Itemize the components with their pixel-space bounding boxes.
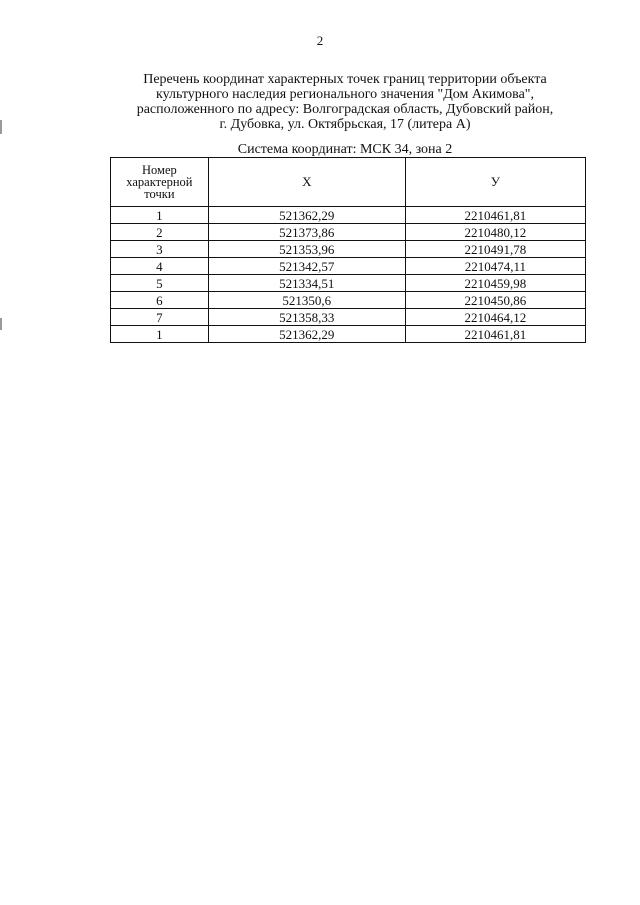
header-line: точки xyxy=(144,187,175,201)
y-cell: 2210491,78 xyxy=(405,241,585,258)
point-number-cell: 6 xyxy=(111,292,209,309)
page-number: 2 xyxy=(316,33,324,48)
y-cell: 2210461,81 xyxy=(405,207,585,224)
x-header: X xyxy=(208,158,405,207)
x-cell: 521362,29 xyxy=(208,207,405,224)
title-line: расположенного по адресу: Волгоградская область, Дубовский район, xyxy=(136,102,554,117)
coordinates-table xyxy=(110,157,586,343)
table-row xyxy=(111,309,586,326)
header-line: характерной xyxy=(126,175,193,189)
table-row xyxy=(111,207,586,224)
title-line: Перечень координат характерных точек границ территории объекта xyxy=(143,72,547,87)
table-row xyxy=(111,326,586,343)
x-cell: 521334,51 xyxy=(208,275,405,292)
point-number-cell: 4 xyxy=(111,258,209,275)
document-title xyxy=(100,72,590,132)
y-header: У xyxy=(405,158,585,207)
point-number-cell: 7 xyxy=(111,309,209,326)
point-number-cell: 3 xyxy=(111,241,209,258)
y-cell: 2210459,98 xyxy=(405,275,585,292)
x-cell: 521350,6 xyxy=(208,292,405,309)
x-cell: 521358,33 xyxy=(208,309,405,326)
title-line: г. Дубовка, ул. Октябрьская, 17 (литера А) xyxy=(219,117,471,132)
scan-edge-mark xyxy=(0,120,2,134)
title-line: культурного наследия регионального значения "Дом Акимова", xyxy=(156,87,534,102)
table-row xyxy=(111,275,586,292)
y-cell: 2210461,81 xyxy=(405,326,585,343)
x-cell: 521342,57 xyxy=(208,258,405,275)
header-line: Номер xyxy=(142,163,177,177)
table-header-row xyxy=(111,158,586,207)
point-number-cell: 2 xyxy=(111,224,209,241)
y-cell: 2210480,12 xyxy=(405,224,585,241)
table-row xyxy=(111,224,586,241)
y-cell: 2210474,11 xyxy=(405,258,585,275)
y-cell: 2210450,86 xyxy=(405,292,585,309)
point-number-cell: 1 xyxy=(111,326,209,343)
table-row xyxy=(111,241,586,258)
x-cell: 521373,86 xyxy=(208,224,405,241)
scan-edge-mark xyxy=(0,318,2,330)
y-cell: 2210464,12 xyxy=(405,309,585,326)
coordinate-system-caption: Система координат: МСК 34, зона 2 xyxy=(237,142,453,157)
table-row xyxy=(111,258,586,275)
table-row xyxy=(111,292,586,309)
point-number-cell: 5 xyxy=(111,275,209,292)
x-cell: 521362,29 xyxy=(208,326,405,343)
point-number-cell: 1 xyxy=(111,207,209,224)
x-cell: 521353,96 xyxy=(208,241,405,258)
point-number-header xyxy=(111,158,209,207)
